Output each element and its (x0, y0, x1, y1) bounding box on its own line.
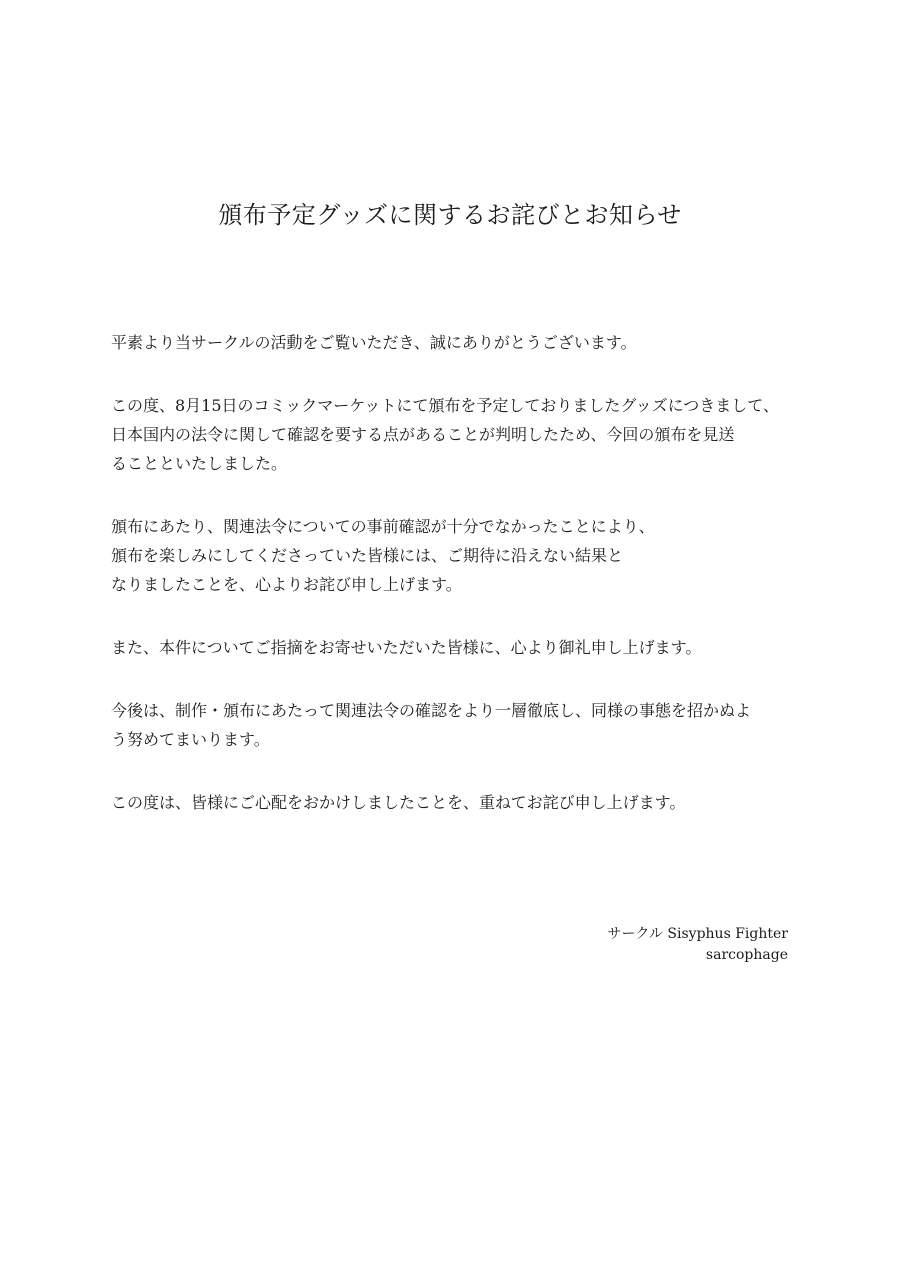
paragraph-line: 頒布にあたり、関連法令についての事前確認が十分でなかったことにより、 (111, 517, 655, 536)
paragraph-future-measures (111, 696, 801, 754)
page-title: 頒布予定グッズに関するお詫びとお知らせ (218, 201, 682, 229)
paragraph-apology (111, 512, 801, 599)
paragraph-line: 平素より当サークルの活動をご覧いただき、誠にありがとうございます。 (111, 333, 637, 352)
paragraph-announcement (111, 391, 801, 478)
paragraph-line: この度は、皆様にご心配をおかけしましたことを、重ねてお詫び申し上げます。 (111, 793, 686, 812)
paragraph-closing (111, 788, 801, 817)
paragraph-line: この度、8月15日のコミックマーケットにて頒布を予定しておりましたグッズにつきまして、 (111, 396, 779, 415)
paragraph-line: 日本国内の法令に関して確認を要する点があることが判明したため、今回の頒布を見送 (111, 425, 735, 444)
paragraph-thanks (111, 633, 801, 662)
signature-author-name: sarcophage (705, 947, 788, 963)
signature-circle-name: サークル Sisyphus Fighter (607, 926, 788, 942)
paragraph-greeting (111, 328, 801, 357)
paragraph-line: なりましたことを、心よりお詫び申し上げます。 (111, 575, 462, 594)
paragraph-line: 頒布を楽しみにしてくださっていた皆様には、ご期待に沿えない結果と (111, 546, 624, 565)
paragraph-line: う努めてまいります。 (111, 730, 270, 749)
paragraph-line: また、本件についてご指摘をお寄せいただいた皆様に、心より御礼申し上げます。 (111, 638, 702, 657)
notice-body (111, 328, 801, 851)
paragraph-line: 今後は、制作・頒布にあたって関連法令の確認をより一層徹底し、同様の事態を招かぬよ (111, 701, 752, 720)
paragraph-line: ることといたしました。 (111, 454, 288, 473)
signature-block (607, 924, 788, 966)
